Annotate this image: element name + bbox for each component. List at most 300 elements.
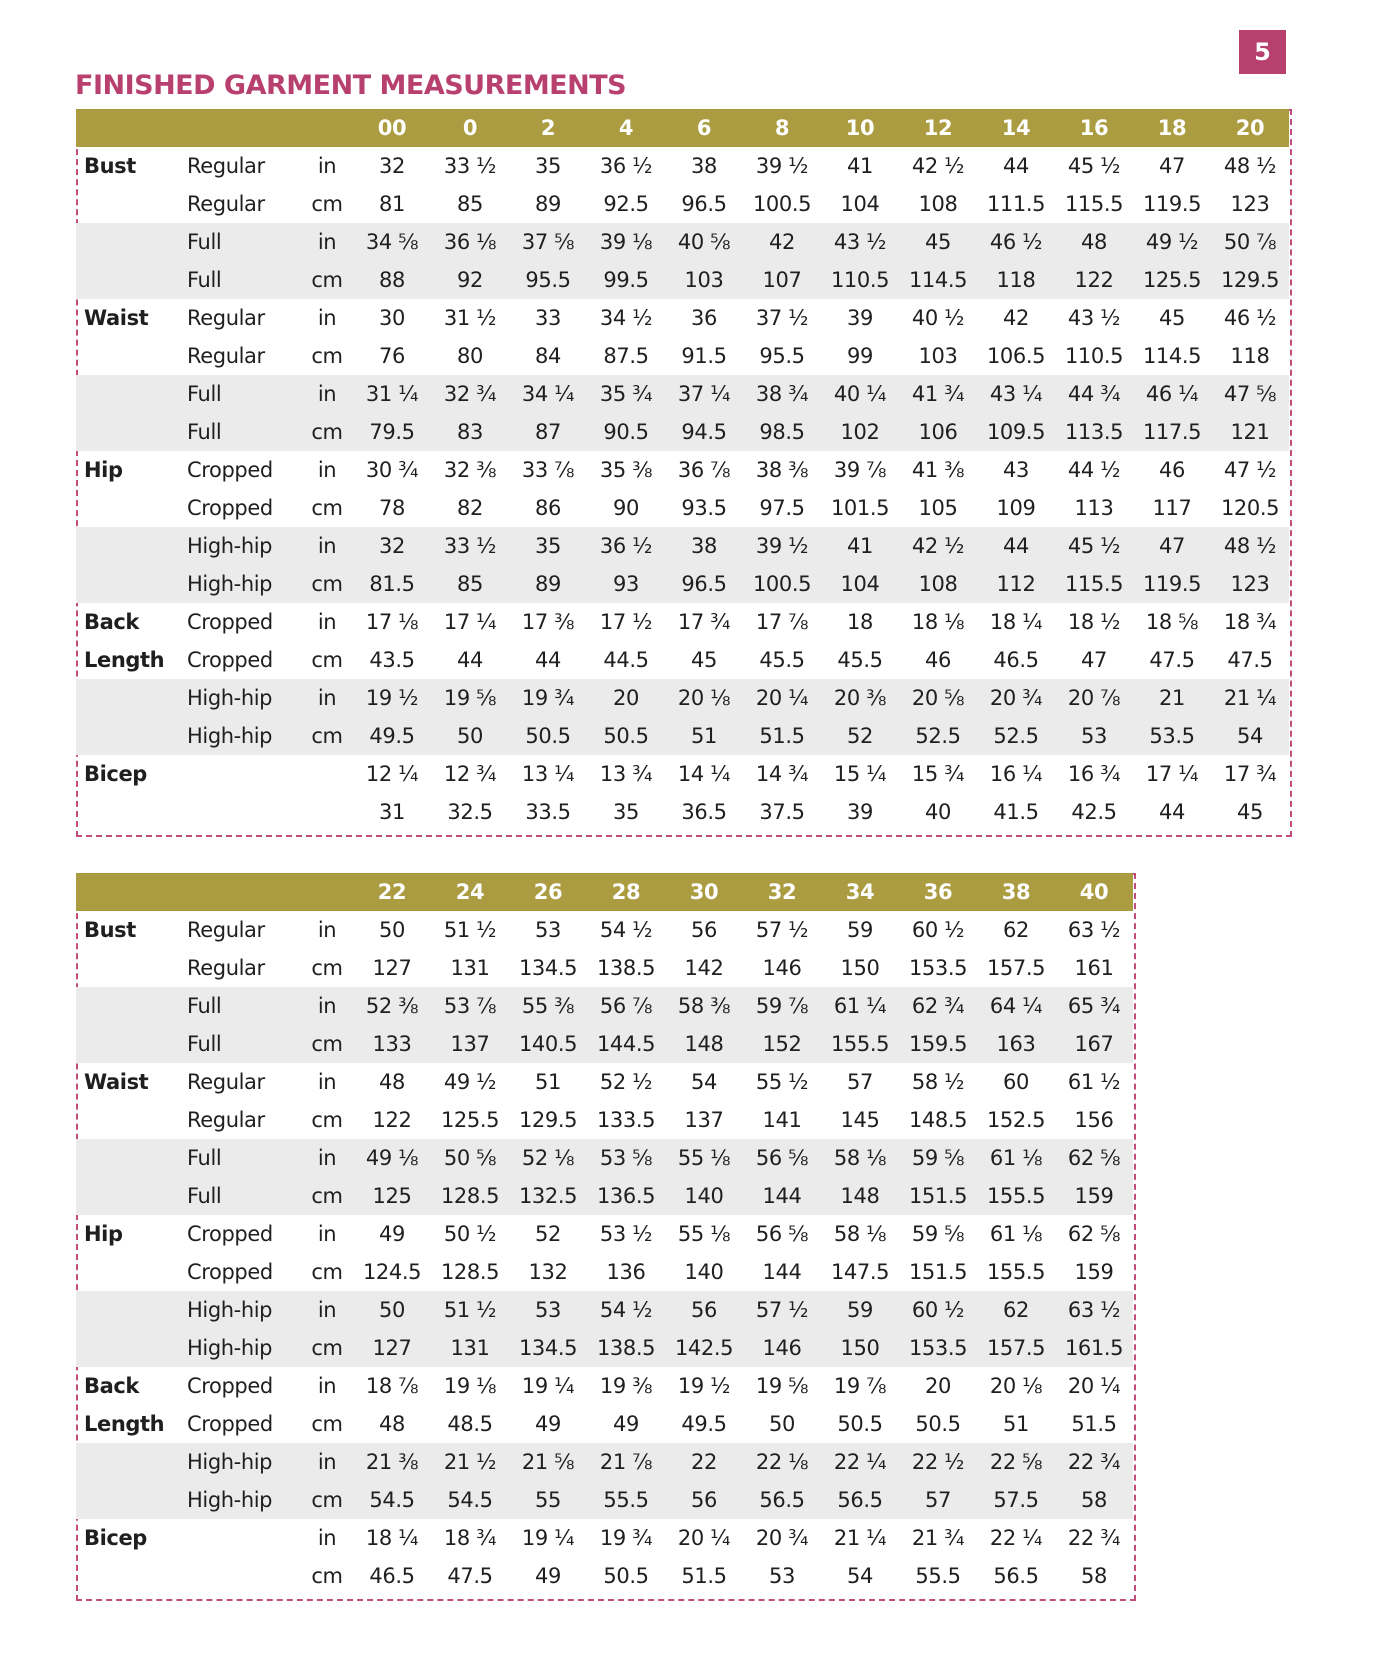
measurement-value: 102 (821, 413, 899, 451)
measurement-value: 151.5 (908, 1260, 968, 1284)
measurement-value: 115.5 (1055, 565, 1133, 603)
table-row (76, 1329, 1133, 1367)
measurement-value: 50 ⅝ (431, 1139, 509, 1177)
measurement-value: 52.5 (977, 717, 1055, 755)
measurement-value: 46 (925, 648, 951, 672)
measurement-value: 82 (457, 496, 483, 520)
measurement-value: 21 ¾ (911, 1526, 965, 1550)
measurement-value: 59 (847, 918, 873, 942)
measurement-value: 142.5 (665, 1329, 743, 1367)
measurement-value: 157.5 (986, 956, 1046, 980)
measurement-value: 19 ¾ (509, 679, 587, 717)
measurement-value: 48 ½ (1211, 527, 1289, 565)
measurement-value: 43 ½ (1067, 306, 1121, 330)
measurements-table-block-1 (76, 109, 1292, 837)
table-row (76, 1557, 1133, 1595)
measurement-value: 60 ½ (899, 1291, 977, 1329)
fit-variant: Cropped (187, 1412, 273, 1436)
measurement-value: 17 ⅜ (521, 610, 575, 634)
measurement-value: 122 (372, 1108, 412, 1132)
measurement-value: 18 ⅝ (1145, 610, 1199, 634)
table-row (76, 911, 1133, 949)
unit-label: in (301, 375, 353, 413)
measurement-value: 20 ¼ (743, 679, 821, 717)
measurement-value: 49.5 (353, 717, 431, 755)
measurement-value: 53.5 (1133, 717, 1211, 755)
measurement-value: 44.5 (603, 648, 649, 672)
measurement-value: 36 (691, 306, 717, 330)
size-header-row (76, 873, 1133, 911)
table-row (76, 375, 1289, 413)
measurement-value: 55 (509, 1481, 587, 1519)
unit-label: cm (301, 261, 353, 299)
table-row (76, 987, 1133, 1025)
measurement-value: 21 ¼ (833, 1526, 887, 1550)
table-row (76, 717, 1289, 755)
measurement-value: 137 (431, 1025, 509, 1063)
fit-variant: High-hip (183, 679, 301, 717)
fit-variant: Full (183, 1177, 301, 1215)
measurement-value: 103 (918, 344, 958, 368)
measurement-value: 92.5 (603, 192, 649, 216)
measurement-value: 21 ⅞ (587, 1443, 665, 1481)
unit-label: in (301, 527, 353, 565)
measurement-value: 153.5 (908, 956, 968, 980)
measurement-value: 35 (613, 800, 639, 824)
measurement-value: 47 ⅝ (1211, 375, 1289, 413)
measurement-value: 58 ½ (911, 1070, 965, 1094)
measurement-value: 31 ¼ (353, 375, 431, 413)
measurement-value: 35 (535, 154, 561, 178)
measurement-value: 148 (665, 1025, 743, 1063)
measurement-value: 113 (1074, 496, 1114, 520)
table-row (76, 413, 1289, 451)
measurement-value: 37.5 (759, 800, 805, 824)
measurement-value: 47.5 (1149, 648, 1195, 672)
size-header: 4 (587, 109, 665, 147)
measurement-name (76, 185, 183, 223)
unit-label: in (301, 1443, 353, 1481)
header-blank-cell (301, 873, 353, 911)
measurement-value: 86 (535, 496, 561, 520)
measurement-value: 96.5 (665, 565, 743, 603)
fit-variant: Full (183, 987, 301, 1025)
measurement-value: 17 ¼ (1145, 762, 1199, 786)
unit-label: in (317, 458, 337, 482)
measurement-value: 106 (899, 413, 977, 451)
page-number-badge: 5 (1239, 30, 1286, 74)
measurement-value: 19 ½ (353, 679, 431, 717)
unit-label: in (301, 1139, 353, 1177)
fit-variant: Regular (187, 344, 265, 368)
measurement-value: 98.5 (743, 413, 821, 451)
measurement-value: 54 ½ (599, 918, 653, 942)
measurement-value: 19 ⅜ (599, 1374, 653, 1398)
measurement-value: 61 ¼ (821, 987, 899, 1025)
measurement-value: 107 (743, 261, 821, 299)
size-header: 12 (899, 109, 977, 147)
measurement-value: 55.5 (587, 1481, 665, 1519)
size-header: 28 (587, 873, 665, 911)
measurement-value: 44 (1159, 800, 1185, 824)
measurement-value: 19 ½ (677, 1374, 731, 1398)
measurement-value: 40 ⅝ (665, 223, 743, 261)
table-row (76, 337, 1289, 375)
measurement-value: 18 ¼ (365, 1526, 419, 1550)
measurement-value: 20 ¼ (677, 1526, 731, 1550)
unit-label: in (317, 154, 337, 178)
measurement-value: 60 (1003, 1070, 1029, 1094)
size-header: 26 (509, 873, 587, 911)
measurement-value: 90.5 (587, 413, 665, 451)
measurement-value: 155.5 (821, 1025, 899, 1063)
measurement-name: Back (84, 610, 139, 634)
measurement-name: Waist (84, 1070, 149, 1094)
measurement-value: 161 (1074, 956, 1114, 980)
measurement-value: 36.5 (681, 800, 727, 824)
measurement-value: 48 (1055, 223, 1133, 261)
measurement-value: 16 ¼ (989, 762, 1043, 786)
table-row (76, 451, 1289, 489)
measurement-name (76, 261, 183, 299)
unit-label: cm (311, 496, 343, 520)
header-blank-cell (301, 109, 353, 147)
measurement-value: 57 (899, 1481, 977, 1519)
measurement-value: 38 ⅜ (755, 458, 809, 482)
measurement-value: 100.5 (743, 565, 821, 603)
measurement-value: 47.5 (447, 1564, 493, 1588)
measurement-value: 41 ⅜ (911, 458, 965, 482)
table-row (76, 1519, 1133, 1557)
measurement-value: 93.5 (681, 496, 727, 520)
measurement-value: 17 ¾ (677, 610, 731, 634)
measurement-value: 89 (509, 565, 587, 603)
measurement-value: 21 ½ (431, 1443, 509, 1481)
fit-variant: Cropped (187, 610, 273, 634)
fit-variant (183, 793, 301, 831)
measurement-value: 45 (1159, 306, 1185, 330)
fit-variant (183, 1557, 301, 1595)
measurement-value: 93 (587, 565, 665, 603)
measurement-value: 90 (613, 496, 639, 520)
fit-variant: Cropped (187, 1374, 273, 1398)
measurement-value: 54 (691, 1070, 717, 1094)
measurement-value: 147.5 (830, 1260, 890, 1284)
measurement-name (76, 1253, 183, 1291)
measurement-value: 80 (457, 344, 483, 368)
size-header: 18 (1133, 109, 1211, 147)
measurement-value: 44 (535, 648, 561, 672)
measurement-value: 53 (769, 1564, 795, 1588)
size-header: 36 (899, 873, 977, 911)
measurement-value: 161.5 (1055, 1329, 1133, 1367)
measurement-value: 21 (1133, 679, 1211, 717)
measurement-value: 153.5 (899, 1329, 977, 1367)
measurement-value: 46 ½ (977, 223, 1055, 261)
measurement-value: 156 (1074, 1108, 1114, 1132)
measurement-value: 53 ½ (599, 1222, 653, 1246)
measurement-name: Hip (84, 458, 123, 482)
measurement-value: 20 ⅜ (821, 679, 899, 717)
measurement-value: 159 (1055, 1177, 1133, 1215)
measurement-value: 138.5 (596, 956, 656, 980)
measurement-value: 44 (457, 648, 483, 672)
table-row (76, 755, 1289, 793)
measurement-value: 104 (840, 192, 880, 216)
measurement-value: 50 (431, 717, 509, 755)
table-row (76, 1215, 1133, 1253)
size-header: 0 (431, 109, 509, 147)
unit-label: in (317, 918, 337, 942)
measurement-value: 54 (1211, 717, 1289, 755)
measurement-value: 140.5 (509, 1025, 587, 1063)
measurement-value: 54.5 (353, 1481, 431, 1519)
measurement-value: 51 ½ (431, 1291, 509, 1329)
unit-label: cm (301, 565, 353, 603)
measurement-value: 40 (925, 800, 951, 824)
measurement-value: 144.5 (587, 1025, 665, 1063)
measurement-value: 113.5 (1055, 413, 1133, 451)
unit-label (301, 793, 353, 831)
measurement-name (76, 337, 183, 375)
measurement-value: 134.5 (509, 1329, 587, 1367)
measurement-value: 92 (431, 261, 509, 299)
measurement-value: 12 ¼ (365, 762, 419, 786)
fit-variant (183, 755, 301, 793)
measurement-value: 42 ½ (899, 527, 977, 565)
measurement-value: 132.5 (509, 1177, 587, 1215)
measurement-value: 49 ½ (1133, 223, 1211, 261)
measurement-value: 18 ¾ (1223, 610, 1277, 634)
measurement-value: 20 ¾ (755, 1526, 809, 1550)
measurement-value: 38 (665, 527, 743, 565)
measurement-value: 19 ⅛ (443, 1374, 497, 1398)
measurement-value: 33 ½ (431, 527, 509, 565)
size-header: 6 (665, 109, 743, 147)
measurement-value: 54.5 (431, 1481, 509, 1519)
measurement-value: 106.5 (986, 344, 1046, 368)
measurement-name: Waist (84, 306, 149, 330)
measurement-value: 115.5 (1064, 192, 1124, 216)
measurement-value: 52 ⅛ (509, 1139, 587, 1177)
table-row (76, 949, 1133, 987)
measurement-value: 16 ¾ (1067, 762, 1121, 786)
measurement-value: 157.5 (977, 1329, 1055, 1367)
measurement-value: 58 (1055, 1481, 1133, 1519)
unit-label: cm (311, 648, 343, 672)
measurement-value: 39 (847, 306, 873, 330)
measurement-value: 121 (1211, 413, 1289, 451)
table-row (76, 1367, 1133, 1405)
measurement-value: 41.5 (993, 800, 1039, 824)
measurement-value: 127 (353, 1329, 431, 1367)
measurement-value: 128.5 (440, 1260, 500, 1284)
measurement-value: 120.5 (1220, 496, 1280, 520)
fit-variant: Regular (187, 306, 265, 330)
size-header: 00 (353, 109, 431, 147)
measurement-value: 55 ⅜ (509, 987, 587, 1025)
measurement-value: 56 ⅞ (587, 987, 665, 1025)
measurement-value: 103 (665, 261, 743, 299)
size-header: 14 (977, 109, 1055, 147)
measurement-value: 95.5 (509, 261, 587, 299)
fit-variant: Full (183, 1139, 301, 1177)
table-row (76, 603, 1289, 641)
measurement-name (76, 223, 183, 261)
table-row (76, 261, 1289, 299)
measurement-value: 112 (977, 565, 1055, 603)
measurement-value: 32 ⅜ (443, 458, 497, 482)
unit-label: in (317, 306, 337, 330)
measurement-value: 114.5 (1142, 344, 1202, 368)
measurement-value: 117.5 (1133, 413, 1211, 451)
measurement-value: 41 (821, 527, 899, 565)
measurement-value: 83 (431, 413, 509, 451)
fit-variant: Regular (187, 956, 265, 980)
measurement-value: 133.5 (596, 1108, 656, 1132)
measurement-value: 132 (528, 1260, 568, 1284)
measurement-name (76, 1139, 183, 1177)
measurement-value: 152 (743, 1025, 821, 1063)
measurement-value: 118 (977, 261, 1055, 299)
measurement-value: 49.5 (681, 1412, 727, 1436)
measurement-value: 55.5 (915, 1564, 961, 1588)
measurement-value: 20 ⅛ (989, 1374, 1043, 1398)
measurement-value: 51 (1003, 1412, 1029, 1436)
measurement-value: 43 (1003, 458, 1029, 482)
measurement-value: 15 ¾ (911, 762, 965, 786)
measurement-value: 37 ¼ (665, 375, 743, 413)
measurement-value: 48 (379, 1070, 405, 1094)
fit-variant: High-hip (183, 527, 301, 565)
table-row (76, 1253, 1133, 1291)
size-header: 20 (1211, 109, 1289, 147)
measurement-value: 84 (535, 344, 561, 368)
measurement-name (76, 565, 183, 603)
unit-label: cm (311, 1564, 343, 1588)
fit-variant: Regular (187, 192, 265, 216)
measurement-name: Hip (84, 1222, 123, 1246)
measurement-value: 129.5 (518, 1108, 578, 1132)
measurement-value: 95.5 (759, 344, 805, 368)
size-header: 24 (431, 873, 509, 911)
measurement-value: 31 (379, 800, 405, 824)
measurement-value: 105 (918, 496, 958, 520)
measurement-value: 49 (379, 1222, 405, 1246)
measurement-value: 79.5 (353, 413, 431, 451)
measurement-name (76, 1177, 183, 1215)
measurement-value: 51.5 (681, 1564, 727, 1588)
header-blank-cell (76, 109, 183, 147)
measurement-value: 63 ½ (1055, 1291, 1133, 1329)
measurement-name (76, 1291, 183, 1329)
measurement-value: 52 ½ (599, 1070, 653, 1094)
measurement-value: 57.5 (977, 1481, 1055, 1519)
measurement-value: 42.5 (1071, 800, 1117, 824)
measurement-value: 99.5 (587, 261, 665, 299)
measurement-value: 140 (665, 1177, 743, 1215)
measurement-value: 58 ⅛ (821, 1139, 899, 1177)
measurement-value: 49 (535, 1412, 561, 1436)
measurement-name (76, 987, 183, 1025)
measurement-value: 19 ¾ (599, 1526, 653, 1550)
measurement-value: 19 ¼ (521, 1374, 575, 1398)
table-row (76, 1405, 1133, 1443)
measurement-value: 32 (379, 154, 405, 178)
measurement-name: Bust (84, 918, 136, 942)
unit-label: in (317, 1222, 337, 1246)
measurement-value: 62 ¾ (899, 987, 977, 1025)
measurement-value: 38 ¾ (743, 375, 821, 413)
measurement-value: 49 ⅛ (353, 1139, 431, 1177)
measurement-value: 59 (821, 1291, 899, 1329)
measurement-value: 22 ¾ (1055, 1443, 1133, 1481)
measurement-value: 127 (372, 956, 412, 980)
measurement-value: 148.5 (908, 1108, 968, 1132)
measurement-value: 39 ½ (755, 154, 809, 178)
measurement-value: 44 (1003, 154, 1029, 178)
measurement-value: 18 ¾ (443, 1526, 497, 1550)
measurement-name: Length (84, 1412, 165, 1436)
table-row (76, 1025, 1133, 1063)
table-row (76, 1177, 1133, 1215)
size-header: 38 (977, 873, 1055, 911)
fit-variant: High-hip (183, 717, 301, 755)
measurement-value: 34 ⅝ (353, 223, 431, 261)
measurement-name: Bicep (84, 762, 147, 786)
measurement-value: 39 ⅞ (833, 458, 887, 482)
measurement-value: 145 (840, 1108, 880, 1132)
measurement-value: 163 (977, 1025, 1055, 1063)
page-title: FINISHED GARMENT MEASUREMENTS (75, 70, 627, 101)
measurement-value: 128.5 (431, 1177, 509, 1215)
measurement-value: 159 (1074, 1260, 1114, 1284)
measurement-value: 22 ¾ (1067, 1526, 1121, 1550)
measurement-value: 136.5 (587, 1177, 665, 1215)
fit-variant: Full (183, 261, 301, 299)
measurement-value: 44 ¾ (1055, 375, 1133, 413)
measurement-value: 94.5 (665, 413, 743, 451)
table-row (76, 1291, 1133, 1329)
fit-variant: High-hip (183, 1329, 301, 1367)
measurement-value: 17 ⅛ (365, 610, 419, 634)
measurement-value: 30 (379, 306, 405, 330)
size-header: 40 (1055, 873, 1133, 911)
measurement-value: 18 ⅞ (365, 1374, 419, 1398)
measurement-value: 22 (665, 1443, 743, 1481)
measurement-value: 34 ½ (599, 306, 653, 330)
measurement-value: 19 ¼ (521, 1526, 575, 1550)
measurement-value: 17 ¼ (443, 610, 497, 634)
measurement-value: 46 ¼ (1133, 375, 1211, 413)
measurement-value: 20 (587, 679, 665, 717)
measurement-value: 81.5 (353, 565, 431, 603)
measurement-value: 144 (743, 1177, 821, 1215)
measurement-value: 46 ½ (1223, 306, 1277, 330)
unit-label: in (301, 987, 353, 1025)
measurement-value: 15 ¼ (833, 762, 887, 786)
measurement-value: 119.5 (1142, 192, 1202, 216)
measurement-value: 22 ¼ (821, 1443, 899, 1481)
measurement-value: 62 (977, 1291, 1055, 1329)
measurement-value: 17 ⅞ (755, 610, 809, 634)
measurement-value: 133 (353, 1025, 431, 1063)
fit-variant: High-hip (183, 1481, 301, 1519)
measurement-value: 56.5 (821, 1481, 899, 1519)
measurement-name: Length (84, 648, 165, 672)
measurement-value: 50 (379, 918, 405, 942)
measurement-name (76, 1329, 183, 1367)
